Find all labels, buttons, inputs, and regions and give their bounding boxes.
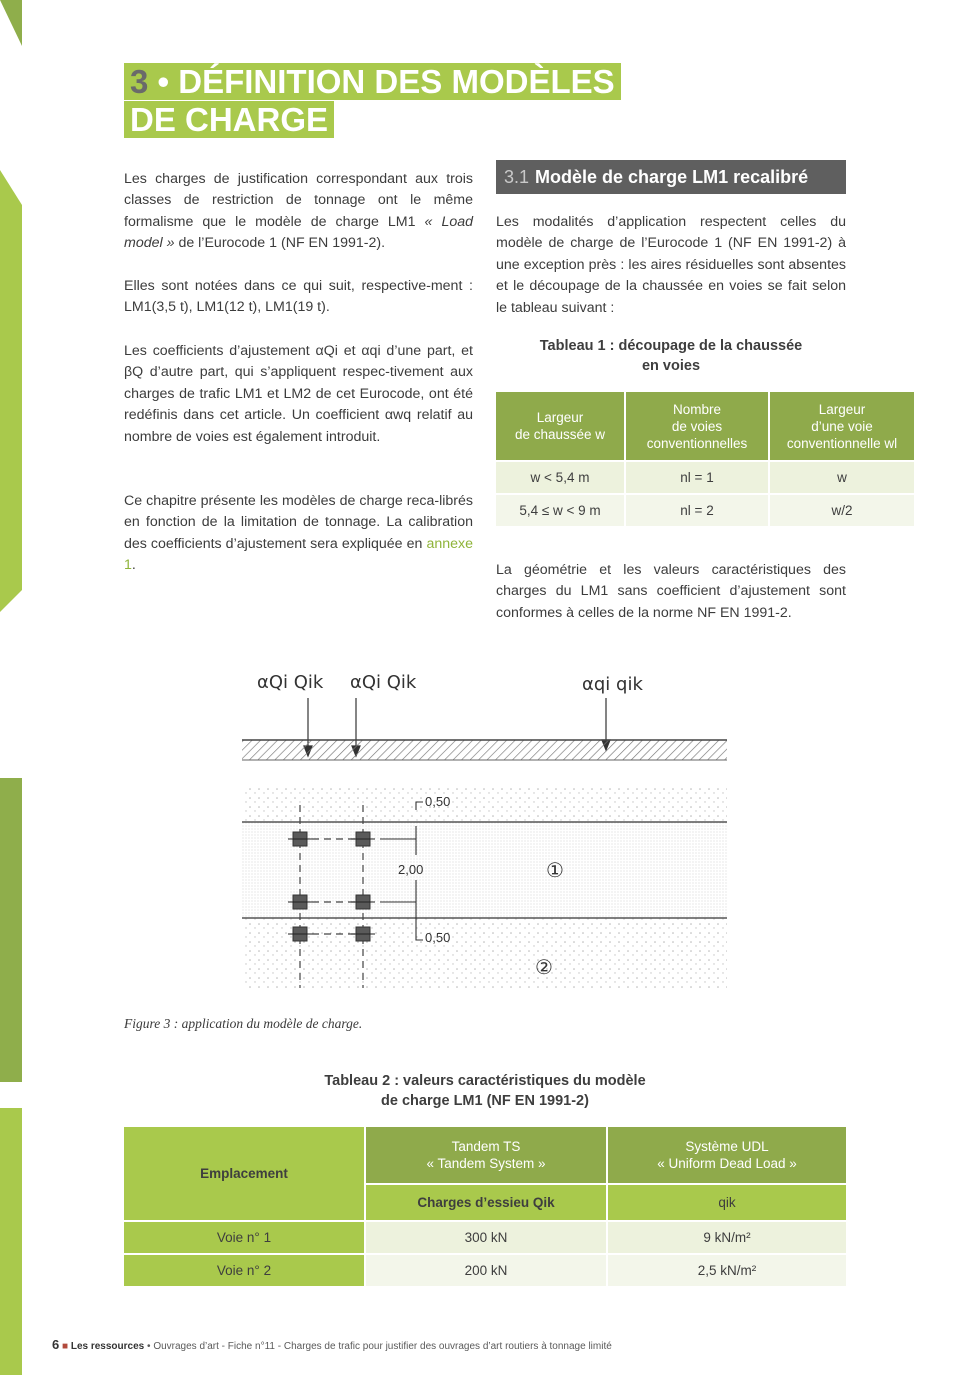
section-heading-line1 bbox=[124, 63, 621, 100]
t1h2-l1: Nombre bbox=[672, 401, 721, 417]
table2-cell: 9 kN/m² bbox=[607, 1221, 847, 1254]
table2-header-udl bbox=[607, 1126, 847, 1184]
t2h3-l2: « Uniform Dead Load » bbox=[657, 1156, 797, 1171]
section-number: 3 bbox=[130, 63, 149, 100]
figure-caption: Figure 3 : application du modèle de charge. bbox=[124, 1016, 363, 1031]
table1-header-width bbox=[495, 391, 625, 461]
footer-text: Ouvrages d’art - Fiche n°11 - Charges de trafic pour justifier des ouvrages d’art routiers à tonnage limité bbox=[153, 1341, 612, 1352]
table2-cell: 2,5 kN/m² bbox=[607, 1254, 847, 1287]
load-model-italic: « Load model » bbox=[124, 213, 474, 252]
left-paragraph-3: Les coefficients d’ajustement αQi et αqi d’une part, et βQ d’autre part, qui s’appliquent respec-tivement aux charges de trafic LM1 et LM2 de cet Eurocode, ont été redéfinis dans cet article. Un coefficient αwq relatif au nombre de voies est également introduit. bbox=[124, 343, 473, 445]
deck-section bbox=[242, 740, 727, 760]
load-label-3: αqi qik bbox=[582, 674, 643, 695]
side-shape-lower bbox=[0, 778, 22, 1082]
t1h1-l1: Largeur bbox=[536, 410, 584, 425]
page-footer bbox=[52, 1337, 612, 1352]
lane-1-number: ① bbox=[546, 858, 564, 882]
table-row bbox=[495, 461, 915, 494]
table1-cell: w < 5,4 m bbox=[495, 461, 625, 494]
dim-bottom: 0,50 bbox=[425, 930, 451, 945]
table2-cell: 200 kN bbox=[365, 1254, 607, 1287]
table1-header-lane-width bbox=[769, 391, 915, 461]
table1-cell: nl = 1 bbox=[625, 461, 769, 494]
left-paragraph-2: Elles sont notées dans ce qui suit, respective-ment : LM1(3,5 t), LM1(12 t), LM1(19 t). bbox=[124, 278, 473, 316]
table1 bbox=[494, 390, 916, 528]
table1-cell: w/2 bbox=[769, 494, 915, 527]
lane-2-number: ② bbox=[535, 955, 553, 979]
table1-cell: w bbox=[769, 461, 915, 494]
section-title-1: DÉFINITION DES MODÈLES bbox=[178, 63, 615, 100]
table1-header-count bbox=[625, 391, 769, 461]
table2-cell: Voie n° 2 bbox=[123, 1254, 365, 1287]
table2-caption bbox=[124, 1071, 846, 1111]
subsection-heading bbox=[496, 160, 846, 194]
right-paragraph-1: Les modalités d’application respectent celles du modèle de charge de l’Eurocode 1 (NF EN 1991-2) à une exception près : les aires résiduelles sont absentes et le découpage de la chaussée en voies se fait selon le tableau suivant : bbox=[496, 214, 846, 316]
dim-top: 0,50 bbox=[425, 794, 451, 809]
t1h3-l2: d’une voie bbox=[811, 418, 873, 434]
table1-caption-line1: Tableau 1 : découpage de la chaussée bbox=[539, 338, 803, 354]
table-row bbox=[123, 1221, 847, 1254]
table2-cell: 300 kN bbox=[365, 1221, 607, 1254]
table1-cell: 5,4 ≤ w < 9 m bbox=[495, 494, 625, 527]
left-p1-text: Les charges de justification correspondant aux trois classes de restriction de tonnage ont le même formalisme que le modèle de charge LM1 bbox=[124, 171, 473, 230]
t2h2-l1: Tandem TS bbox=[451, 1139, 521, 1154]
table2 bbox=[122, 1125, 848, 1288]
load-label-1: αQi Qik bbox=[257, 672, 324, 693]
table1-caption bbox=[496, 336, 846, 376]
footer-separator-icon: • bbox=[147, 1341, 151, 1352]
section-heading-line2 bbox=[124, 101, 334, 138]
side-shape-upper bbox=[0, 170, 22, 612]
annexe-link[interactable]: annexe 1 bbox=[124, 535, 473, 574]
footer-brand: Les ressources bbox=[70, 1341, 145, 1352]
t1h2-l3: conventionnelles bbox=[646, 435, 748, 451]
left-paragraph-1 bbox=[124, 169, 473, 255]
table2-cell: Voie n° 1 bbox=[123, 1221, 365, 1254]
t1h2-l2: de voies bbox=[671, 418, 723, 434]
t1h1-l2: de chaussée w bbox=[514, 427, 606, 442]
lane-2-area bbox=[242, 918, 727, 988]
t2h3-l1: Système UDL bbox=[685, 1139, 769, 1154]
section-bullet: • bbox=[157, 63, 170, 100]
table2-caption-line2: de charge LM1 (NF EN 1991-2) bbox=[381, 1093, 589, 1109]
table1-caption-line2: en voies bbox=[641, 358, 701, 374]
table2-header-tandem bbox=[365, 1126, 607, 1184]
lane-1-area bbox=[242, 822, 727, 918]
dim-middle: 2,00 bbox=[398, 862, 424, 877]
left-paragraph-4 bbox=[124, 491, 473, 577]
right-paragraph-2: La géométrie et les valeurs caractéristiques des charges du LM1 sans coefficient d’ajustement sont conformes à celles de la norme NF EN 1991-2. bbox=[496, 562, 846, 621]
page-number: 6 bbox=[52, 1337, 60, 1352]
subsection-number: 3.1 bbox=[504, 167, 530, 187]
t1h3-l3: conventionnelle wl bbox=[786, 435, 898, 451]
footer-bullet-icon: ■ bbox=[62, 1341, 69, 1352]
t2h2-l2: « Tandem System » bbox=[426, 1156, 546, 1171]
table-row bbox=[495, 494, 915, 527]
table-row bbox=[123, 1254, 847, 1287]
table2-subheader-udl: qik bbox=[607, 1184, 847, 1221]
load-model-figure bbox=[230, 660, 740, 995]
corner-shape-top bbox=[0, 0, 22, 46]
load-label-2: αQi Qik bbox=[350, 672, 417, 693]
table1-cell: nl = 2 bbox=[625, 494, 769, 527]
side-shape-bottom bbox=[0, 1108, 22, 1375]
left-p1-end: de l’Eurocode 1 (NF EN 1991-2). bbox=[178, 235, 386, 252]
left-p4-end: . bbox=[131, 557, 136, 574]
table2-subheader-axle: Charges d’essieu Qik bbox=[365, 1184, 607, 1221]
t1h3-l1: Largeur bbox=[818, 401, 866, 417]
table2-header-location: Emplacement bbox=[123, 1126, 365, 1221]
table2-caption-line1: Tableau 2 : valeurs caractéristiques du modèle bbox=[324, 1073, 646, 1089]
left-p4-text: Ce chapitre présente les modèles de charge reca-librés en fonction de la limitation de tonnage. La calibration des coefficients d’ajustement sera expliquée en bbox=[124, 493, 473, 552]
plan-shoulder-top bbox=[242, 788, 727, 822]
section-title-2: DE CHARGE bbox=[130, 101, 329, 138]
subsection-title: Modèle de charge LM1 recalibré bbox=[535, 167, 809, 187]
